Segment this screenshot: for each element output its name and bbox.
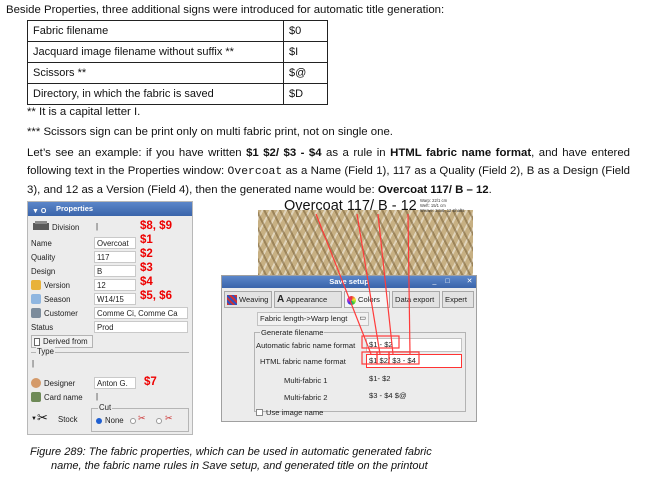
scissors-pair-icon: ✂: [165, 413, 173, 423]
window-title: Save setup: [329, 277, 369, 286]
design-label: Design: [31, 267, 56, 276]
table-cell: Fabric filename: [28, 21, 284, 42]
automatic-format-field[interactable]: $1 - $2: [366, 338, 462, 352]
tab-label: Colors: [358, 295, 380, 304]
caption-line: Figure 289: The fabric properties, which can be used in automatic generated fabric: [30, 446, 432, 458]
text: as a rule in: [321, 147, 391, 159]
minimize-icon[interactable]: _: [432, 278, 437, 285]
titlebar-glyph: O: [40, 208, 47, 215]
tab-label: Expert: [445, 295, 467, 304]
footnote: ** It is a capital letter I.: [27, 106, 141, 118]
version-label: Version: [44, 281, 71, 290]
rule-text: $1 $2/ $3 - $4: [246, 147, 322, 159]
name-field[interactable]: Overcoat: [94, 237, 136, 249]
design-field[interactable]: B: [94, 265, 136, 277]
maximize-icon[interactable]: □: [445, 278, 450, 285]
footnote: *** Scissors sign can be print only on multi fabric print, not on single one.: [27, 126, 393, 138]
tab-label: Data export: [395, 295, 435, 304]
customer-label: Customer: [44, 309, 78, 318]
status-label: Status: [31, 323, 54, 332]
warp-info-line: Weft: 15/1 cm: [420, 203, 446, 208]
marker-label: $2: [140, 248, 153, 260]
html-format-label: HTML fabric name format: [260, 357, 346, 366]
use-image-name-label: Use image name: [266, 408, 324, 417]
division-label: Division: [52, 223, 80, 232]
status-field[interactable]: Prod: [94, 321, 188, 333]
group-label: Generate filename: [261, 328, 324, 337]
version-field[interactable]: 12: [94, 279, 136, 291]
button-label: Fabric length->Warp lengt: [260, 314, 348, 323]
none-label: None: [105, 416, 124, 425]
designer-label: Designer: [44, 379, 76, 388]
customer-field[interactable]: Comme Ci, Comme Ca: [94, 307, 188, 319]
name-value: Overcoat: [227, 166, 283, 178]
type-label: Type: [37, 347, 54, 356]
table-cell: Directory, in which the fabric is saved: [28, 84, 284, 105]
multi-fabric-1-field[interactable]: $1- $2: [366, 372, 462, 386]
warp-info-line: Weave: 24x6, 12 Shafts: [420, 208, 465, 213]
link-line: [357, 214, 380, 354]
figure-caption: [30, 445, 490, 473]
marker-label: $1: [140, 234, 153, 246]
table-cell: $D: [284, 84, 328, 105]
warp-info-line: Warp: 22/1 cm: [420, 198, 448, 203]
card-name-label: Card name: [44, 393, 83, 402]
scissors-icon: ✂: [37, 410, 48, 425]
generated-title: Overcoat 117/ B - 12: [284, 198, 417, 214]
marker-label: $3: [140, 262, 153, 274]
designer-field[interactable]: Anton G.: [94, 377, 136, 389]
rule-field-text: HTML fabric name format: [390, 147, 532, 159]
link-line: [316, 214, 371, 354]
highlight-box: [362, 352, 377, 364]
type-field[interactable]: |: [32, 359, 35, 368]
table-cell: Jacquard image filename without suffix **: [28, 42, 284, 63]
name-label: Name: [31, 239, 52, 248]
link-line: [408, 214, 410, 354]
multi-fabric-2-label: Multi-fabric 2: [284, 393, 328, 402]
card-name-field[interactable]: |: [96, 392, 99, 401]
marker-label: $5, $6: [140, 290, 172, 302]
automatic-format-label: Automatic fabric name format: [256, 341, 356, 350]
marker-label: $8, $9: [140, 220, 172, 232]
highlight-box: [377, 352, 389, 364]
quality-label: Quality: [31, 253, 56, 262]
cut-label: Cut: [99, 403, 112, 412]
close-icon[interactable]: ✕: [466, 278, 473, 285]
quality-field[interactable]: 117: [94, 251, 136, 263]
scissors-small-icon: ✂: [138, 413, 146, 423]
text: .: [488, 184, 492, 196]
text: Let’s see an example: if you have written: [27, 147, 247, 159]
appearance-icon: A: [277, 294, 285, 305]
html-format-field[interactable]: $1 $2/ $3 - $4: [366, 354, 462, 368]
table-cell: Scissors **: [28, 63, 284, 84]
table-cell: $@: [284, 63, 328, 84]
marker-label: $7: [144, 376, 157, 388]
season-field[interactable]: W14/15: [94, 293, 136, 305]
text: as a Name (Field 1), 117 as a Quality (Field 2), B as a Design (Field 3), and 12 as a Version (Field 4), then the generated name would be:: [27, 165, 630, 196]
chevron-down-icon: ▭: [359, 315, 366, 322]
stock-label: Stock: [58, 415, 78, 424]
result-text: Overcoat 117/ B – 12: [377, 184, 489, 196]
division-field[interactable]: |: [96, 222, 99, 231]
window-title: Properties: [56, 204, 94, 213]
derived-from-label: Derived from: [43, 337, 88, 346]
caption-line: name, the fabric name rules in Save setup, and generated title on the printout: [51, 460, 428, 472]
intro-text: Beside Properties, three additional signs were introduced for automatic title generation:: [6, 4, 445, 16]
text: , and have entered following text in the Properties window:: [27, 147, 630, 177]
table-cell: $0: [284, 21, 328, 42]
window-menu-icon[interactable]: ▼ O: [32, 208, 47, 215]
tab-label: Appearance: [286, 295, 328, 304]
table-cell: $I: [284, 42, 328, 63]
marker-label: $4: [140, 276, 153, 288]
stock-menu-icon[interactable]: ▼: [31, 416, 37, 422]
tab-label: Weaving: [239, 295, 269, 304]
multi-fabric-2-field[interactable]: $3 - $4 $@: [366, 389, 462, 403]
multi-fabric-1-label: Multi-fabric 1: [284, 376, 328, 385]
season-label: Season: [44, 295, 71, 304]
link-line: [378, 214, 393, 354]
